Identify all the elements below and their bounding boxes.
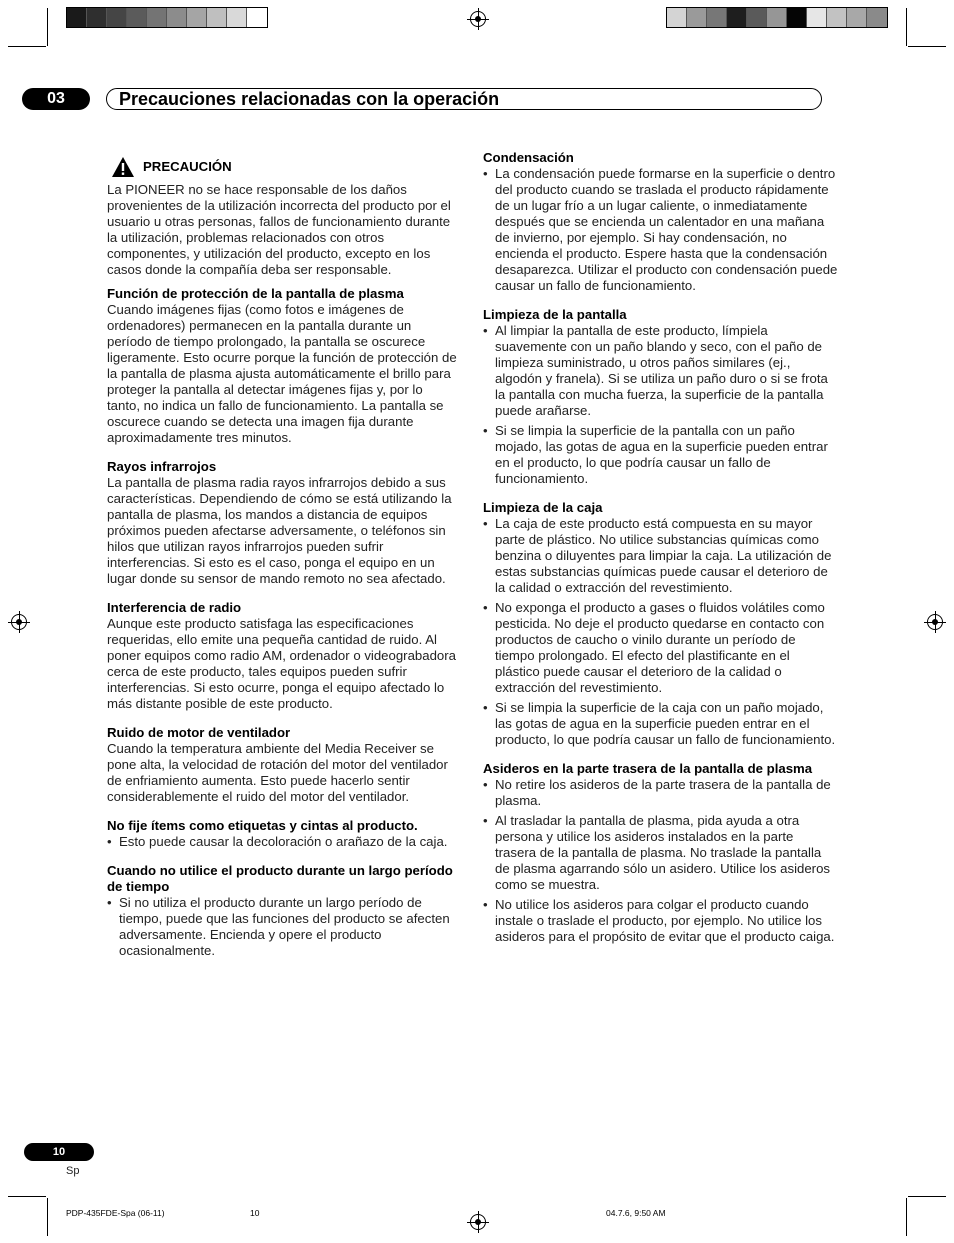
color-swatch <box>687 8 707 27</box>
color-swatch <box>167 8 187 27</box>
print-file-name: PDP-435FDE-Spa (06-11) <box>66 1208 165 1218</box>
crop-mark <box>8 1196 46 1197</box>
bullet-list <box>483 323 838 487</box>
section-title: Rayos infrarrojos <box>107 459 217 474</box>
color-swatch <box>747 8 767 27</box>
color-swatch <box>247 8 267 27</box>
caution-box <box>107 156 457 278</box>
section <box>483 761 838 945</box>
list-item: • Esto puede causar la decoloración o arañazo de la caja. <box>107 834 457 850</box>
left-column <box>107 150 457 972</box>
color-swatch <box>787 8 807 27</box>
bullet-list <box>483 166 838 294</box>
color-swatch <box>867 8 887 27</box>
warning-triangle-icon <box>111 156 135 178</box>
list-item: • Si se limpia la superficie de la pantalla con un paño mojado, las gotas de agua en la superficie pueden entrar en el producto, lo que podría causar un fallo de funcionamiento. <box>483 423 838 487</box>
list-item: • Al limpiar la pantalla de este producto, límpiela suavemente con un paño blando y seco, con el paño de limpieza suministrado, u otros paños similares (ej., algodón y franela). Si se utiliza un paño duro o si se frota la pantalla con mucha fuerza, la superficie de la pantalla puede arañarse. <box>483 323 838 419</box>
list-item: • No utilice los asideros para colgar el producto cuando instale o traslade el producto, por ejemplo. No utilice los asideros para el propósito de evitar que el producto caiga. <box>483 897 838 945</box>
color-swatch <box>727 8 747 27</box>
list-item: • La caja de este producto está compuesta en su mayor parte de plástico. No utilice substancias químicas como benzina o diluyentes para limpiar la caja. La utilización de estas substancias químicas puede causar el deterioro de la calidad o extracción del revestimiento. <box>483 516 838 596</box>
crop-mark <box>908 46 946 47</box>
bullet-list <box>483 516 838 748</box>
section <box>483 307 838 487</box>
color-swatch <box>207 8 227 27</box>
crop-mark <box>906 8 907 46</box>
color-swatch <box>707 8 727 27</box>
color-swatch <box>107 8 127 27</box>
section <box>107 459 457 587</box>
section <box>107 863 457 959</box>
section-title: Interferencia de radio <box>107 600 242 615</box>
language-code: Sp <box>66 1165 80 1177</box>
color-swatch <box>827 8 847 27</box>
bullet-list <box>107 895 457 959</box>
section-text: Cuando imágenes fijas (como fotos e imágenes de ordenadores) permanecen en la pantalla durante un período de tiempo prolongado, la pantalla se oscurece ligeramente. Esto ocurre porque la función de protección de la pantalla de plasma ajusta automáticamente el brillo para proteger la pantalla al detectar imágenes fijas y, por lo tanto, no indica un fallo de funcionamiento. La pantalla se oscurece cuando se detecta una imagen fija durante aproximadamente tres minutos. <box>107 302 457 445</box>
section-text: Aunque este producto satisfaga las especificaciones requeridas, ello emite una pequeña cantidad de ruido. Al poner equipos como radio AM, ordenador o videograbadora cerca de este producto, tales equipos pueden sufrir interferencias. Si esto ocurre, ponga el equipo afectado lo más distante posible de este producto. <box>107 616 456 711</box>
registration-mark-icon <box>470 11 486 27</box>
section-title: No fije ítems como etiquetas y cintas al producto. <box>107 818 418 833</box>
bullet-list <box>107 834 457 850</box>
color-swatch <box>847 8 867 27</box>
list-item: • No exponga el producto a gases o fluidos volátiles como pesticida. No deje el producto quedarse en contacto con productos de caucho o vinilo durante un período de tiempo prolongado. El efecto del plastificante en el plástico puede causar el deterioro de la calidad o extracción del revestimiento. <box>483 600 838 696</box>
list-item: • Si no utiliza el producto durante un largo período de tiempo, puede que las funciones del producto se afecten adversamente. Encienda y opere el producto ocasionalmente. <box>107 895 457 959</box>
crop-mark <box>8 46 46 47</box>
color-swatch <box>767 8 787 27</box>
section-title: Ruido de motor de ventilador <box>107 725 291 740</box>
list-item: • No retire los asideros de la parte trasera de la pantalla de plasma. <box>483 777 838 809</box>
section <box>483 500 838 748</box>
section-title: Limpieza de la caja <box>483 500 603 515</box>
section-title: Función de protección de la pantalla de plasma <box>107 286 404 301</box>
section <box>107 286 457 446</box>
list-item: • La condensación puede formarse en la superficie o dentro del producto cuando se traslada el producto rápidamente de un lugar frío a un lugar caliente, o inmediatamente después que se encienda un calentador en una mañana de invierno, por ejemplo. Si hay condensación, no encienda el producto. Espere hasta que la condensación desaparezca. Utilizar el producto con condensación puede causar un fallo de funcionamiento. <box>483 166 838 294</box>
crop-mark <box>47 1198 48 1236</box>
registration-mark-icon <box>927 614 943 630</box>
section-title: Cuando no utilice el producto durante un largo período de tiempo <box>107 863 453 894</box>
page-title: Precauciones relacionadas con la operación <box>106 88 822 110</box>
color-swatch <box>667 8 687 27</box>
section-title: Asideros en la parte trasera de la pantalla de plasma <box>483 761 813 776</box>
color-swatch <box>227 8 247 27</box>
print-page-ref: 10 <box>250 1208 260 1218</box>
color-swatch <box>127 8 147 27</box>
color-swatch <box>67 8 87 27</box>
caution-text: La PIONEER no se hace responsable de los daños provenientes de la utilización incorrecta del producto por el usuario u otras personas, fallos de funcionamiento durante la utilización, problemas relacionados con otros componentes, y utilización del producto, excepto en los casos donde la compañía deba ser responsable. <box>107 182 451 277</box>
list-item: • Si se limpia la superficie de la caja con un paño mojado, las gotas de agua en la superficie pueden entrar en el producto, lo que podría causar un fallo de funcionamiento. <box>483 700 838 748</box>
section <box>483 150 838 294</box>
page-number: 10 <box>24 1143 94 1161</box>
section-title: Limpieza de la pantalla <box>483 307 627 322</box>
list-item: • Al trasladar la pantalla de plasma, pida ayuda a otra persona y utilice los asideros instalados en la parte trasera de la pantalla de plasma. No traslade la pantalla de plasma agarrando sólo un asidero. Utilice los asideros como se muestra. <box>483 813 838 893</box>
color-swatch <box>147 8 167 27</box>
section-title: Condensación <box>483 150 574 165</box>
crop-mark <box>908 1196 946 1197</box>
section <box>107 600 457 712</box>
section <box>107 725 457 805</box>
crop-mark <box>47 8 48 46</box>
bullet-list <box>483 777 838 945</box>
crop-mark <box>906 1198 907 1236</box>
color-swatch <box>807 8 827 27</box>
color-swatch <box>87 8 107 27</box>
color-calibration-bar <box>66 7 268 28</box>
color-swatch <box>187 8 207 27</box>
chapter-number: 03 <box>22 88 90 110</box>
caution-title: PRECAUCIÓN <box>143 159 232 174</box>
section-text: La pantalla de plasma radia rayos infrarrojos debido a sus características. Dependiendo de cómo se está utilizando la pantalla de plasma, los mandos a distancia de equipos próximos pueden afectarse adversamente, o teléfonos sin hilos que utilizan rayos infrarrojos pueden sufrir interferencias. Si esto es el caso, ponga el equipo en un lugar donde su sensor de mando remoto no sea afectado. <box>107 475 452 586</box>
registration-mark-icon <box>470 1214 486 1230</box>
print-timestamp: 04.7.6, 9:50 AM <box>606 1208 666 1218</box>
color-calibration-bar <box>666 7 888 28</box>
registration-mark-icon <box>11 614 27 630</box>
section <box>107 818 457 850</box>
section-text: Cuando la temperatura ambiente del Media Receiver se pone alta, la velocidad de rotación del motor del ventilador de enfriamiento aumenta. Esto puede hacerlo sentir considerablemente el ruido del motor del ventilador. <box>107 741 448 804</box>
right-column <box>483 150 838 958</box>
